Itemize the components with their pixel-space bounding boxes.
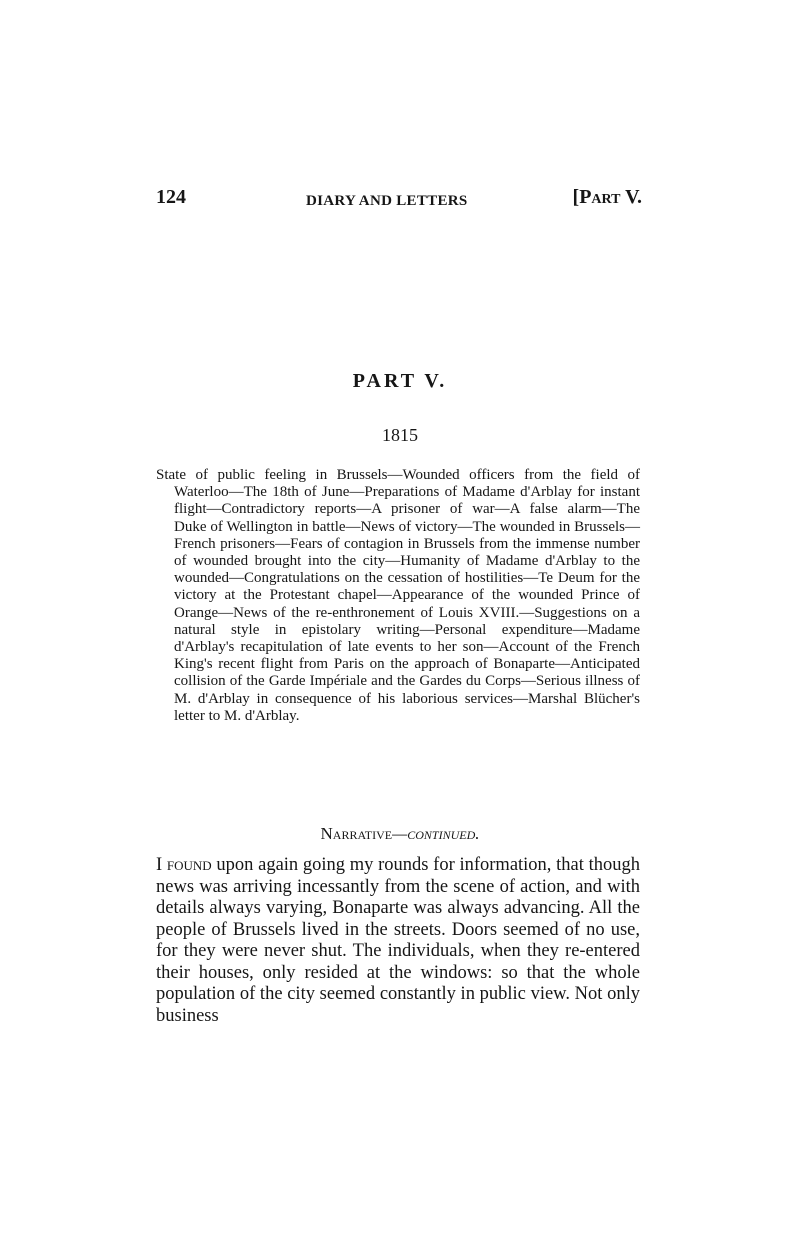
page-header <box>156 186 642 216</box>
running-title: DIARY AND LETTERS <box>306 193 468 209</box>
section-heading-label: Narrative <box>320 824 393 843</box>
section-heading-suffix: —continued. <box>392 824 480 843</box>
year-heading: 1815 <box>382 425 418 445</box>
part-label: [Part V. <box>572 186 642 208</box>
body-paragraph <box>156 855 640 1027</box>
page-number: 124 <box>156 186 186 208</box>
section-heading <box>0 824 800 844</box>
part-title: PART V. <box>352 370 448 392</box>
body-lead-words: I found <box>156 855 212 875</box>
body-text: upon again going my rounds for information, that though news was arriving incessantly from the scene of action, and with details always varying, Bonaparte was always advancing. All the people of Brussels lived in the streets. Doors seemed of no use, for they were never shut. The individuals, when they re-entered their houses, only resided at the windows: so that the whole population of the city seemed constantly in public view. Not only business <box>156 855 640 1026</box>
chapter-summary: State of public feeling in Brussels—Wounded officers from the field of Waterloo—The 18th of June—Preparations of Madame d'Arblay for instant flight—Contradictory reports—A prisoner of war—A false alarm—The Duke of Wellington in battle—News of victory—The wounded in Brussels—French prisoners—Fears of contagion in Brussels from the immense number of wounded brought into the city—Humanity of Madame d'Arblay to the wounded—Congratulations on the cessation of hostilities—Te Deum for the victory at the Protestant chapel—Appearance of the wounded Prince of Orange—News of the re-enthronement of Louis XVIII.—Suggestions on a natural style in epistolary writing—Personal expenditure—Madame d'Arblay's recapitulation of late events to her son—Account of the French King's recent flight from Paris on the approach of Bonaparte—Anticipated collision of the Garde Impériale and the Gardes du Corps—Serious illness of M. d'Arblay in consequence of his laborious services—Marshal Blücher's letter to M. d'Arblay. <box>156 467 640 724</box>
